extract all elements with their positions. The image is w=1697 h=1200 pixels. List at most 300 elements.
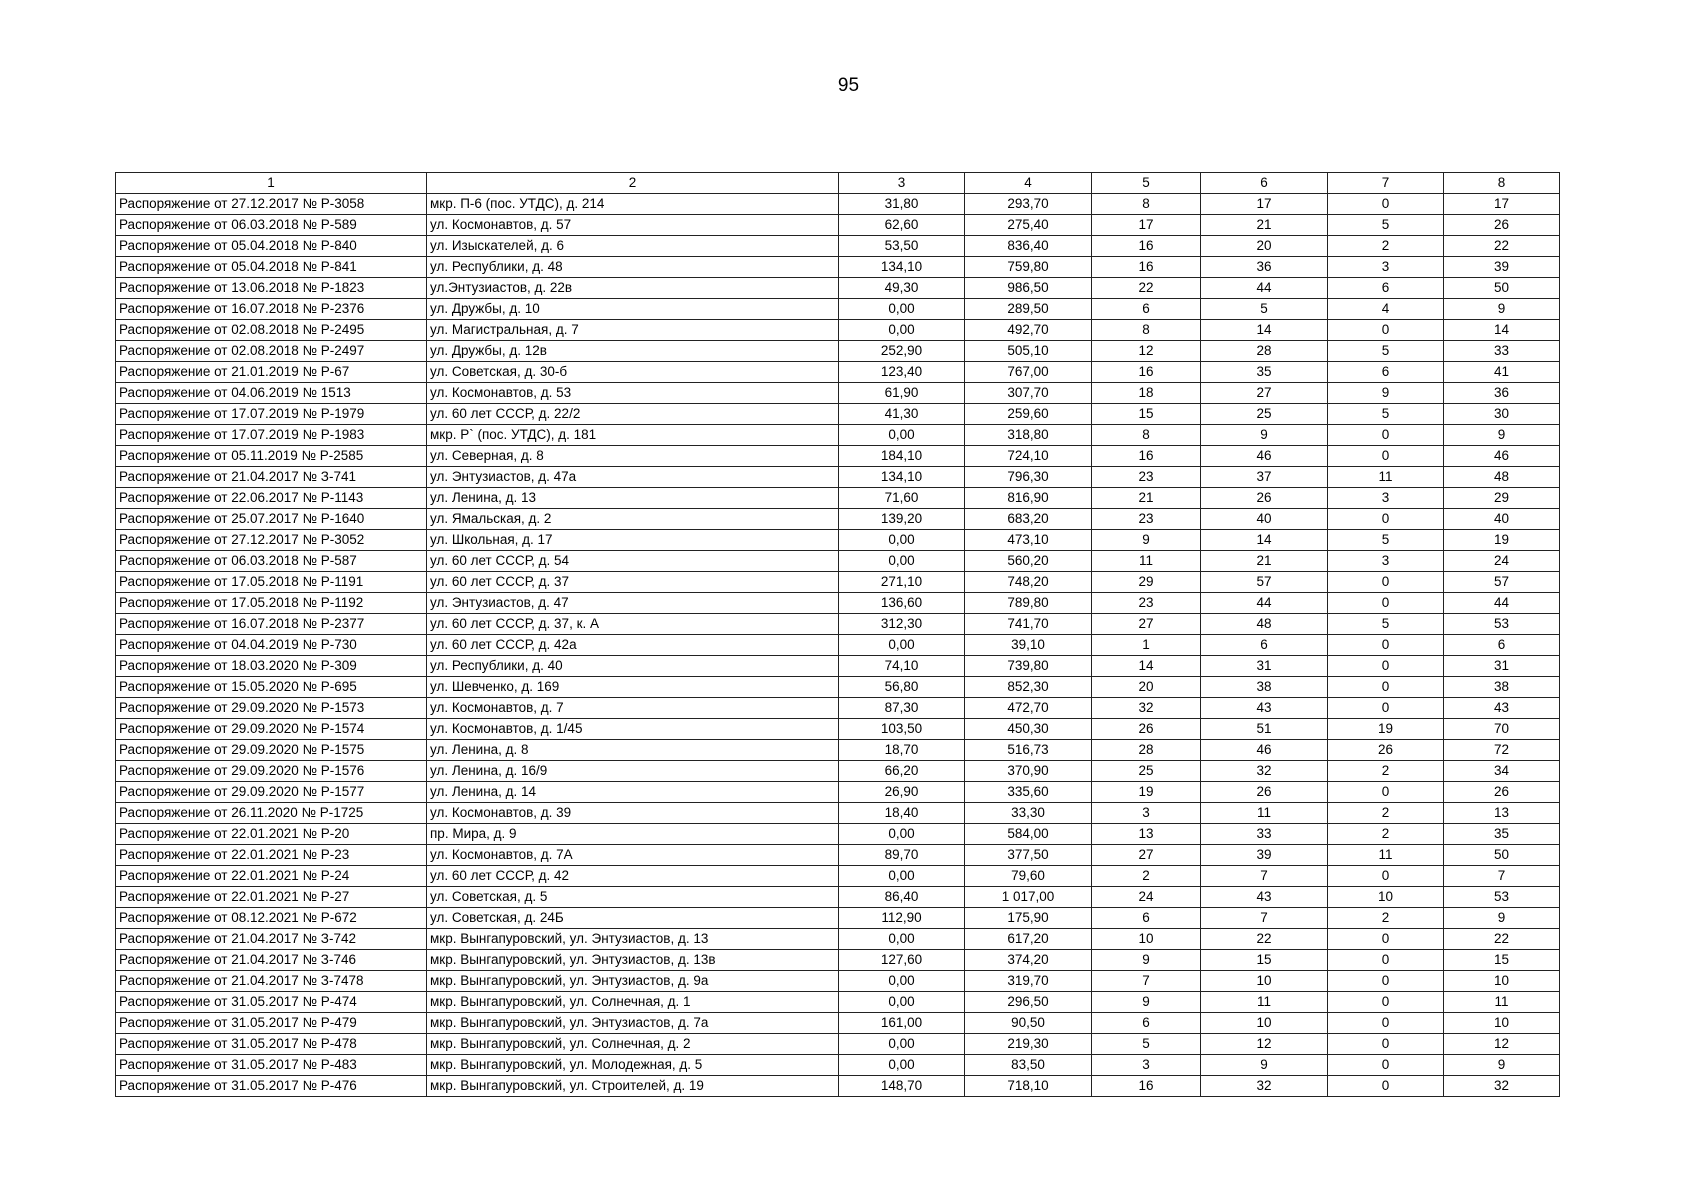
order-cell: Распоряжение от 13.06.2018 № Р-1823 bbox=[116, 278, 427, 299]
value-cell: 29 bbox=[1092, 572, 1201, 593]
header-row bbox=[116, 173, 1560, 194]
value-cell: 29 bbox=[1444, 488, 1560, 509]
table-row bbox=[116, 215, 1560, 236]
address-cell: ул. Ленина, д. 8 bbox=[427, 740, 839, 761]
address-cell: ул. Энтузиастов, д. 47 bbox=[427, 593, 839, 614]
value-cell: 335,60 bbox=[965, 782, 1092, 803]
table-row bbox=[116, 320, 1560, 341]
value-cell: 35 bbox=[1201, 362, 1328, 383]
order-cell: Распоряжение от 02.08.2018 № Р-2495 bbox=[116, 320, 427, 341]
order-cell: Распоряжение от 06.03.2018 № Р-587 bbox=[116, 551, 427, 572]
table-row bbox=[116, 845, 1560, 866]
address-cell: ул. Космонавтов, д. 1/45 bbox=[427, 719, 839, 740]
value-cell: 26 bbox=[1092, 719, 1201, 740]
value-cell: 0 bbox=[1328, 593, 1444, 614]
value-cell: 0,00 bbox=[839, 551, 965, 572]
value-cell: 18 bbox=[1092, 383, 1201, 404]
address-cell: ул. 60 лет СССР, д. 42а bbox=[427, 635, 839, 656]
value-cell: 0 bbox=[1328, 194, 1444, 215]
value-cell: 46 bbox=[1201, 740, 1328, 761]
value-cell: 0 bbox=[1328, 698, 1444, 719]
value-cell: 2 bbox=[1092, 866, 1201, 887]
value-cell: 8 bbox=[1092, 425, 1201, 446]
value-cell: 20 bbox=[1092, 677, 1201, 698]
value-cell: 5 bbox=[1328, 404, 1444, 425]
order-cell: Распоряжение от 17.07.2019 № Р-1979 bbox=[116, 404, 427, 425]
value-cell: 560,20 bbox=[965, 551, 1092, 572]
value-cell: 0 bbox=[1328, 572, 1444, 593]
value-cell: 6 bbox=[1201, 635, 1328, 656]
value-cell: 26 bbox=[1444, 215, 1560, 236]
value-cell: 27 bbox=[1092, 614, 1201, 635]
value-cell: 11 bbox=[1092, 551, 1201, 572]
order-cell: Распоряжение от 17.07.2019 № Р-1983 bbox=[116, 425, 427, 446]
value-cell: 41 bbox=[1444, 362, 1560, 383]
value-cell: 259,60 bbox=[965, 404, 1092, 425]
value-cell: 0 bbox=[1328, 425, 1444, 446]
order-cell: Распоряжение от 05.11.2019 № Р-2585 bbox=[116, 446, 427, 467]
value-cell: 6 bbox=[1328, 278, 1444, 299]
value-cell: 57 bbox=[1444, 572, 1560, 593]
value-cell: 307,70 bbox=[965, 383, 1092, 404]
value-cell: 617,20 bbox=[965, 929, 1092, 950]
value-cell: 5 bbox=[1328, 530, 1444, 551]
value-cell: 0 bbox=[1328, 866, 1444, 887]
table-row bbox=[116, 572, 1560, 593]
address-cell: ул. Шевченко, д. 169 bbox=[427, 677, 839, 698]
value-cell: 0 bbox=[1328, 1013, 1444, 1034]
value-cell: 0,00 bbox=[839, 824, 965, 845]
value-cell: 219,30 bbox=[965, 1034, 1092, 1055]
table-row bbox=[116, 866, 1560, 887]
address-cell: ул. Советская, д. 24Б bbox=[427, 908, 839, 929]
value-cell: 0 bbox=[1328, 320, 1444, 341]
value-cell: 25 bbox=[1092, 761, 1201, 782]
value-cell: 748,20 bbox=[965, 572, 1092, 593]
value-cell: 49,30 bbox=[839, 278, 965, 299]
value-cell: 0,00 bbox=[839, 1055, 965, 1076]
value-cell: 0 bbox=[1328, 635, 1444, 656]
order-cell: Распоряжение от 27.12.2017 № Р-3058 bbox=[116, 194, 427, 215]
value-cell: 71,60 bbox=[839, 488, 965, 509]
value-cell: 0 bbox=[1328, 950, 1444, 971]
value-cell: 19 bbox=[1444, 530, 1560, 551]
value-cell: 9 bbox=[1092, 992, 1201, 1013]
value-cell: 36 bbox=[1444, 383, 1560, 404]
address-cell: ул. Магистральная, д. 7 bbox=[427, 320, 839, 341]
address-cell: ул. Северная, д. 8 bbox=[427, 446, 839, 467]
order-cell: Распоряжение от 16.07.2018 № Р-2377 bbox=[116, 614, 427, 635]
value-cell: 5 bbox=[1328, 215, 1444, 236]
address-cell: мкр. Вынгапуровский, ул. Энтузиастов, д. 13 bbox=[427, 929, 839, 950]
value-cell: 16 bbox=[1092, 446, 1201, 467]
table-row bbox=[116, 404, 1560, 425]
value-cell: 33 bbox=[1444, 341, 1560, 362]
value-cell: 83,50 bbox=[965, 1055, 1092, 1076]
column-header: 3 bbox=[839, 173, 965, 194]
table-row bbox=[116, 257, 1560, 278]
table-row bbox=[116, 929, 1560, 950]
value-cell: 70 bbox=[1444, 719, 1560, 740]
value-cell: 9 bbox=[1201, 1055, 1328, 1076]
address-cell: мкр. Р` (пос. УТДС), д. 181 bbox=[427, 425, 839, 446]
order-cell: Распоряжение от 04.06.2019 № 1513 bbox=[116, 383, 427, 404]
value-cell: 38 bbox=[1201, 677, 1328, 698]
value-cell: 724,10 bbox=[965, 446, 1092, 467]
value-cell: 718,10 bbox=[965, 1076, 1092, 1097]
value-cell: 0,00 bbox=[839, 1034, 965, 1055]
table-row bbox=[116, 299, 1560, 320]
order-cell: Распоряжение от 31.05.2017 № Р-478 bbox=[116, 1034, 427, 1055]
value-cell: 10 bbox=[1201, 971, 1328, 992]
value-cell: 3 bbox=[1328, 551, 1444, 572]
table-row bbox=[116, 803, 1560, 824]
value-cell: 0 bbox=[1328, 992, 1444, 1013]
value-cell: 66,20 bbox=[839, 761, 965, 782]
value-cell: 44 bbox=[1444, 593, 1560, 614]
value-cell: 0,00 bbox=[839, 971, 965, 992]
value-cell: 18,70 bbox=[839, 740, 965, 761]
value-cell: 136,60 bbox=[839, 593, 965, 614]
column-header: 8 bbox=[1444, 173, 1560, 194]
value-cell: 40 bbox=[1201, 509, 1328, 530]
order-cell: Распоряжение от 18.03.2020 № Р-309 bbox=[116, 656, 427, 677]
value-cell: 103,50 bbox=[839, 719, 965, 740]
value-cell: 16 bbox=[1092, 257, 1201, 278]
value-cell: 584,00 bbox=[965, 824, 1092, 845]
address-cell: мкр. Вынгапуровский, ул. Солнечная, д. 1 bbox=[427, 992, 839, 1013]
address-cell: ул. 60 лет СССР, д. 42 bbox=[427, 866, 839, 887]
value-cell: 46 bbox=[1444, 446, 1560, 467]
address-cell: мкр. Вынгапуровский, ул. Молодежная, д. 5 bbox=[427, 1055, 839, 1076]
value-cell: 26 bbox=[1444, 782, 1560, 803]
value-cell: 2 bbox=[1328, 803, 1444, 824]
page-number: 95 bbox=[837, 75, 860, 96]
value-cell: 35 bbox=[1444, 824, 1560, 845]
order-cell: Распоряжение от 22.01.2021 № Р-27 bbox=[116, 887, 427, 908]
value-cell: 492,70 bbox=[965, 320, 1092, 341]
order-cell: Распоряжение от 05.04.2018 № Р-840 bbox=[116, 236, 427, 257]
value-cell: 0 bbox=[1328, 782, 1444, 803]
value-cell: 25 bbox=[1201, 404, 1328, 425]
column-header: 4 bbox=[965, 173, 1092, 194]
value-cell: 38 bbox=[1444, 677, 1560, 698]
value-cell: 8 bbox=[1092, 320, 1201, 341]
order-cell: Распоряжение от 31.05.2017 № Р-474 bbox=[116, 992, 427, 1013]
value-cell: 0,00 bbox=[839, 929, 965, 950]
value-cell: 43 bbox=[1201, 887, 1328, 908]
table-row bbox=[116, 698, 1560, 719]
value-cell: 26 bbox=[1201, 782, 1328, 803]
value-cell: 12 bbox=[1201, 1034, 1328, 1055]
value-cell: 72 bbox=[1444, 740, 1560, 761]
table-row bbox=[116, 719, 1560, 740]
value-cell: 31 bbox=[1201, 656, 1328, 677]
value-cell: 796,30 bbox=[965, 467, 1092, 488]
address-cell: мкр. П-6 (пос. УТДС), д. 214 bbox=[427, 194, 839, 215]
value-cell: 24 bbox=[1092, 887, 1201, 908]
value-cell: 0,00 bbox=[839, 530, 965, 551]
value-cell: 2 bbox=[1328, 236, 1444, 257]
value-cell: 57 bbox=[1201, 572, 1328, 593]
address-cell: ул. 60 лет СССР, д. 37 bbox=[427, 572, 839, 593]
table-row bbox=[116, 887, 1560, 908]
value-cell: 139,20 bbox=[839, 509, 965, 530]
table-row bbox=[116, 677, 1560, 698]
value-cell: 986,50 bbox=[965, 278, 1092, 299]
value-cell: 15 bbox=[1092, 404, 1201, 425]
order-cell: Распоряжение от 21.04.2017 № З-742 bbox=[116, 929, 427, 950]
order-cell: Распоряжение от 05.04.2018 № Р-841 bbox=[116, 257, 427, 278]
order-cell: Распоряжение от 27.12.2017 № Р-3052 bbox=[116, 530, 427, 551]
value-cell: 9 bbox=[1444, 908, 1560, 929]
address-cell: ул. Советская, д. 30-б bbox=[427, 362, 839, 383]
order-cell: Распоряжение от 08.12.2021 № Р-672 bbox=[116, 908, 427, 929]
value-cell: 18,40 bbox=[839, 803, 965, 824]
table-row bbox=[116, 740, 1560, 761]
address-cell: ул. Республики, д. 48 bbox=[427, 257, 839, 278]
value-cell: 2 bbox=[1328, 908, 1444, 929]
value-cell: 9 bbox=[1092, 950, 1201, 971]
value-cell: 377,50 bbox=[965, 845, 1092, 866]
value-cell: 9 bbox=[1444, 1055, 1560, 1076]
address-cell: ул. 60 лет СССР, д. 22/2 bbox=[427, 404, 839, 425]
order-cell: Распоряжение от 25.07.2017 № Р-1640 bbox=[116, 509, 427, 530]
table-row bbox=[116, 509, 1560, 530]
value-cell: 175,90 bbox=[965, 908, 1092, 929]
value-cell: 3 bbox=[1328, 257, 1444, 278]
value-cell: 14 bbox=[1444, 320, 1560, 341]
value-cell: 9 bbox=[1444, 299, 1560, 320]
value-cell: 39 bbox=[1444, 257, 1560, 278]
table-row bbox=[116, 971, 1560, 992]
value-cell: 15 bbox=[1201, 950, 1328, 971]
value-cell: 87,30 bbox=[839, 698, 965, 719]
order-cell: Распоряжение от 22.01.2021 № Р-23 bbox=[116, 845, 427, 866]
value-cell: 7 bbox=[1201, 908, 1328, 929]
value-cell: 26 bbox=[1328, 740, 1444, 761]
value-cell: 10 bbox=[1444, 971, 1560, 992]
address-cell: мкр. Вынгапуровский, ул. Энтузиастов, д. 13в bbox=[427, 950, 839, 971]
value-cell: 9 bbox=[1444, 425, 1560, 446]
value-cell: 472,70 bbox=[965, 698, 1092, 719]
value-cell: 31 bbox=[1444, 656, 1560, 677]
table-row bbox=[116, 782, 1560, 803]
value-cell: 6 bbox=[1092, 908, 1201, 929]
table-row bbox=[116, 635, 1560, 656]
value-cell: 271,10 bbox=[839, 572, 965, 593]
address-cell: ул.Энтузиастов, д. 22в bbox=[427, 278, 839, 299]
value-cell: 22 bbox=[1201, 929, 1328, 950]
address-cell: мкр. Вынгапуровский, ул. Солнечная, д. 2 bbox=[427, 1034, 839, 1055]
value-cell: 17 bbox=[1201, 194, 1328, 215]
value-cell: 28 bbox=[1092, 740, 1201, 761]
value-cell: 683,20 bbox=[965, 509, 1092, 530]
value-cell: 11 bbox=[1328, 467, 1444, 488]
value-cell: 252,90 bbox=[839, 341, 965, 362]
table-row bbox=[116, 425, 1560, 446]
value-cell: 516,73 bbox=[965, 740, 1092, 761]
table-row bbox=[116, 362, 1560, 383]
address-cell: пр. Мира, д. 9 bbox=[427, 824, 839, 845]
value-cell: 17 bbox=[1444, 194, 1560, 215]
address-cell: ул. Изыскателей, д. 6 bbox=[427, 236, 839, 257]
order-cell: Распоряжение от 22.01.2021 № Р-20 bbox=[116, 824, 427, 845]
column-header: 7 bbox=[1328, 173, 1444, 194]
address-cell: ул. Ленина, д. 16/9 bbox=[427, 761, 839, 782]
value-cell: 374,20 bbox=[965, 950, 1092, 971]
value-cell: 33,30 bbox=[965, 803, 1092, 824]
table-body bbox=[116, 194, 1560, 1097]
value-cell: 0,00 bbox=[839, 992, 965, 1013]
column-header: 2 bbox=[427, 173, 839, 194]
value-cell: 90,50 bbox=[965, 1013, 1092, 1034]
value-cell: 43 bbox=[1201, 698, 1328, 719]
table-row bbox=[116, 341, 1560, 362]
value-cell: 32 bbox=[1444, 1076, 1560, 1097]
order-cell: Распоряжение от 31.05.2017 № Р-476 bbox=[116, 1076, 427, 1097]
value-cell: 23 bbox=[1092, 467, 1201, 488]
order-cell: Распоряжение от 21.04.2017 № З-741 bbox=[116, 467, 427, 488]
value-cell: 852,30 bbox=[965, 677, 1092, 698]
value-cell: 21 bbox=[1092, 488, 1201, 509]
table-row bbox=[116, 614, 1560, 635]
value-cell: 22 bbox=[1444, 929, 1560, 950]
value-cell: 62,60 bbox=[839, 215, 965, 236]
value-cell: 32 bbox=[1201, 1076, 1328, 1097]
value-cell: 0 bbox=[1328, 1076, 1444, 1097]
order-cell: Распоряжение от 29.09.2020 № Р-1576 bbox=[116, 761, 427, 782]
value-cell: 836,40 bbox=[965, 236, 1092, 257]
value-cell: 53 bbox=[1444, 887, 1560, 908]
address-cell: ул. Ленина, д. 13 bbox=[427, 488, 839, 509]
value-cell: 20 bbox=[1201, 236, 1328, 257]
value-cell: 89,70 bbox=[839, 845, 965, 866]
value-cell: 1 017,00 bbox=[965, 887, 1092, 908]
value-cell: 450,30 bbox=[965, 719, 1092, 740]
value-cell: 11 bbox=[1444, 992, 1560, 1013]
value-cell: 10 bbox=[1444, 1013, 1560, 1034]
value-cell: 0 bbox=[1328, 509, 1444, 530]
value-cell: 56,80 bbox=[839, 677, 965, 698]
value-cell: 23 bbox=[1092, 509, 1201, 530]
value-cell: 2 bbox=[1328, 824, 1444, 845]
value-cell: 0 bbox=[1328, 971, 1444, 992]
value-cell: 61,90 bbox=[839, 383, 965, 404]
value-cell: 0 bbox=[1328, 656, 1444, 677]
order-cell: Распоряжение от 31.05.2017 № Р-483 bbox=[116, 1055, 427, 1076]
value-cell: 5 bbox=[1328, 614, 1444, 635]
value-cell: 48 bbox=[1444, 467, 1560, 488]
value-cell: 39,10 bbox=[965, 635, 1092, 656]
value-cell: 22 bbox=[1444, 236, 1560, 257]
order-cell: Распоряжение от 21.04.2017 № З-746 bbox=[116, 950, 427, 971]
value-cell: 44 bbox=[1201, 278, 1328, 299]
order-cell: Распоряжение от 29.09.2020 № Р-1574 bbox=[116, 719, 427, 740]
table-row bbox=[116, 908, 1560, 929]
value-cell: 27 bbox=[1201, 383, 1328, 404]
value-cell: 473,10 bbox=[965, 530, 1092, 551]
value-cell: 14 bbox=[1092, 656, 1201, 677]
value-cell: 134,10 bbox=[839, 467, 965, 488]
value-cell: 312,30 bbox=[839, 614, 965, 635]
value-cell: 289,50 bbox=[965, 299, 1092, 320]
value-cell: 8 bbox=[1092, 194, 1201, 215]
value-cell: 46 bbox=[1201, 446, 1328, 467]
value-cell: 505,10 bbox=[965, 341, 1092, 362]
value-cell: 86,40 bbox=[839, 887, 965, 908]
order-cell: Распоряжение от 15.05.2020 № Р-695 bbox=[116, 677, 427, 698]
order-cell: Распоряжение от 17.05.2018 № Р-1192 bbox=[116, 593, 427, 614]
value-cell: 11 bbox=[1201, 992, 1328, 1013]
order-cell: Распоряжение от 22.01.2021 № Р-24 bbox=[116, 866, 427, 887]
address-cell: ул. Энтузиастов, д. 47а bbox=[427, 467, 839, 488]
value-cell: 9 bbox=[1201, 425, 1328, 446]
order-cell: Распоряжение от 31.05.2017 № Р-479 bbox=[116, 1013, 427, 1034]
value-cell: 9 bbox=[1328, 383, 1444, 404]
address-cell: мкр. Вынгапуровский, ул. Энтузиастов, д. 9а bbox=[427, 971, 839, 992]
value-cell: 28 bbox=[1201, 341, 1328, 362]
value-cell: 318,80 bbox=[965, 425, 1092, 446]
value-cell: 7 bbox=[1092, 971, 1201, 992]
table-row bbox=[116, 761, 1560, 782]
value-cell: 51 bbox=[1201, 719, 1328, 740]
address-cell: ул. Космонавтов, д. 53 bbox=[427, 383, 839, 404]
value-cell: 19 bbox=[1092, 782, 1201, 803]
table-row bbox=[116, 467, 1560, 488]
value-cell: 10 bbox=[1328, 887, 1444, 908]
value-cell: 13 bbox=[1444, 803, 1560, 824]
order-cell: Распоряжение от 21.01.2019 № Р-67 bbox=[116, 362, 427, 383]
value-cell: 11 bbox=[1328, 845, 1444, 866]
table-row bbox=[116, 551, 1560, 572]
value-cell: 293,70 bbox=[965, 194, 1092, 215]
value-cell: 22 bbox=[1092, 278, 1201, 299]
order-cell: Распоряжение от 26.11.2020 № Р-1725 bbox=[116, 803, 427, 824]
order-cell: Распоряжение от 21.04.2017 № З-7478 bbox=[116, 971, 427, 992]
value-cell: 27 bbox=[1092, 845, 1201, 866]
value-cell: 0 bbox=[1328, 929, 1444, 950]
value-cell: 40 bbox=[1444, 509, 1560, 530]
value-cell: 319,70 bbox=[965, 971, 1092, 992]
value-cell: 112,90 bbox=[839, 908, 965, 929]
value-cell: 14 bbox=[1201, 320, 1328, 341]
value-cell: 32 bbox=[1201, 761, 1328, 782]
value-cell: 6 bbox=[1092, 1013, 1201, 1034]
value-cell: 739,80 bbox=[965, 656, 1092, 677]
value-cell: 6 bbox=[1328, 362, 1444, 383]
value-cell: 37 bbox=[1201, 467, 1328, 488]
address-cell: ул. Космонавтов, д. 39 bbox=[427, 803, 839, 824]
value-cell: 24 bbox=[1444, 551, 1560, 572]
table-row bbox=[116, 1013, 1560, 1034]
table-row bbox=[116, 446, 1560, 467]
value-cell: 0,00 bbox=[839, 635, 965, 656]
address-cell: мкр. Вынгапуровский, ул. Энтузиастов, д. 7а bbox=[427, 1013, 839, 1034]
table-row bbox=[116, 593, 1560, 614]
value-cell: 0 bbox=[1328, 1034, 1444, 1055]
value-cell: 0 bbox=[1328, 1055, 1444, 1076]
value-cell: 0 bbox=[1328, 677, 1444, 698]
table-row bbox=[116, 530, 1560, 551]
address-cell: ул. Республики, д. 40 bbox=[427, 656, 839, 677]
address-cell: ул. Советская, д. 5 bbox=[427, 887, 839, 908]
address-cell: ул. 60 лет СССР, д. 37, к. А bbox=[427, 614, 839, 635]
value-cell: 32 bbox=[1092, 698, 1201, 719]
table-row bbox=[116, 656, 1560, 677]
table-header bbox=[116, 173, 1560, 194]
value-cell: 7 bbox=[1201, 866, 1328, 887]
